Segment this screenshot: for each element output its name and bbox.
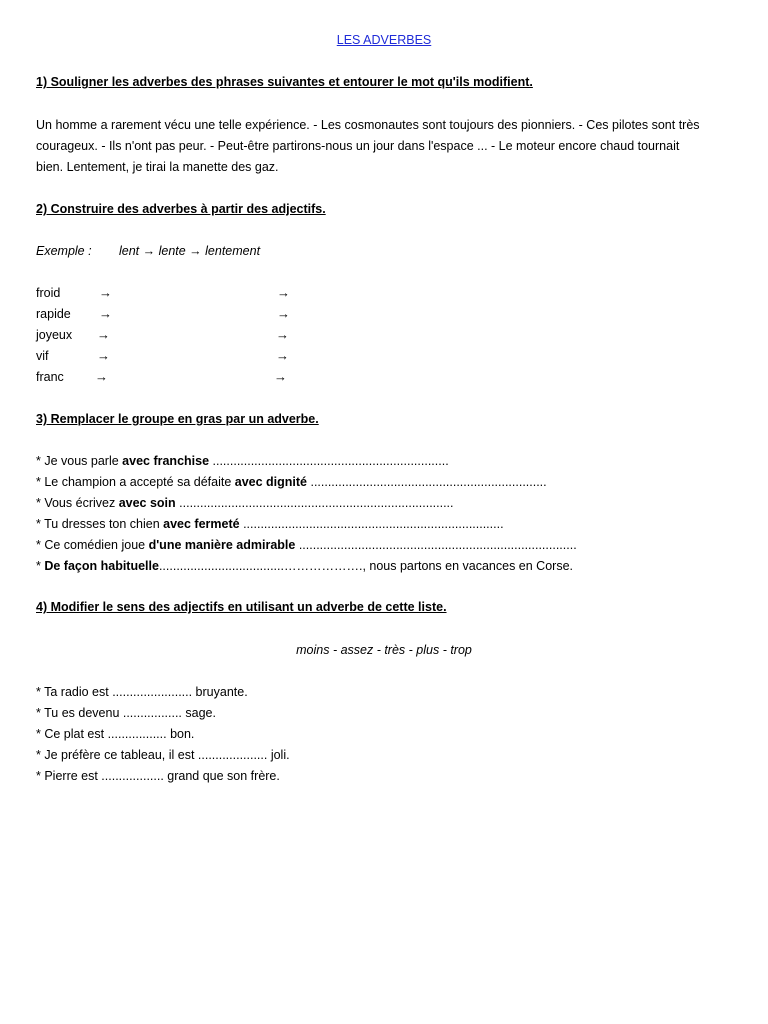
section1-line: courageux. - Ils n'ont pas peur. - Peut-être partirons-nous un jour dans l'espace ... - Le moteur encore chaud tournait [36,139,680,153]
exercise-item: * Tu es devenu ................. sage. [36,706,216,720]
arrow-icon: → [274,369,287,384]
section4-heading: 4) Modifier le sens des adjectifs en utilisant un adverbe de cette liste. [36,600,447,614]
example-value: lent → lente → lentement [119,244,261,258]
example-label: Exemple : [36,244,92,258]
item-text: * Vous écrivez [36,496,119,510]
answer-blank[interactable]: ........................................................................... [239,517,504,531]
bold-group: avec franchise [122,454,210,468]
section1-line: bien. Lentement, je tirai la manette des gaz. [36,160,279,174]
exercise-item [36,517,504,531]
exercise-item: * Ta radio est ....................... bruyante. [36,685,248,699]
item-text: * Ce comédien joue [36,538,149,552]
arrow-icon: → [276,348,289,363]
item-text: * [36,559,45,573]
adjective: rapide [36,307,71,321]
bold-group: avec dignité [234,475,307,489]
exercise-item: * Pierre est .................. grand que son frère. [36,769,280,783]
bold-group: d'une manière admirable [148,538,296,552]
answer-blank[interactable]: ................................................................................ [295,538,577,552]
answer-blank[interactable]: .................................................................... [307,475,547,489]
section1-line: Un homme a rarement vécu une telle expérience. - Les cosmonautes sont toujours des pionniers. - Ces pilotes sont très [36,118,700,132]
arrow-icon: → [277,285,290,300]
section2-heading: 2) Construire des adverbes à partir des adjectifs. [36,202,326,216]
arrow-icon: → [277,306,290,321]
bold-group: De façon habituelle [44,559,159,573]
bold-group: avec fermeté [163,517,240,531]
item-text: * Tu dresses ton chien [36,517,164,531]
adjective: joyeux [36,328,73,342]
item-text: * Le champion a accepté sa défaite [36,475,235,489]
arrow-icon: → [276,327,289,342]
item-text: * Je vous parle [36,454,123,468]
answer-blank[interactable]: .................................................................... [209,454,449,468]
exercise-item [36,559,573,573]
answer-blank[interactable]: ....................................………………., nous partons en vacances en Corse. [158,559,573,573]
adverb-list: moins - assez - très - plus - trop [296,643,472,657]
adjective: froid [36,286,61,300]
exercise-item [36,454,449,468]
arrow-icon: → [97,348,110,363]
exercise-item: * Ce plat est ................. bon. [36,727,195,741]
section3-heading: 3) Remplacer le groupe en gras par un adverbe. [36,412,319,426]
arrow-icon: → [95,369,108,384]
exercise-item [36,475,547,489]
page-title[interactable]: LES ADVERBES [336,33,432,47]
adjective: vif [36,349,49,363]
bold-group: avec soin [118,496,176,510]
arrow-icon: → [99,306,112,321]
arrow-icon: → [97,327,110,342]
arrow-icon: → [99,285,112,300]
exercise-item [36,538,577,552]
answer-blank[interactable]: ............................................................................... [175,496,454,510]
exercise-item [36,496,454,510]
adjective: franc [36,370,64,384]
section1-heading: 1) Souligner les adverbes des phrases suivantes et entourer le mot qu'ils modifient. [36,75,533,89]
exercise-item: * Je préfère ce tableau, il est .................... joli. [36,748,290,762]
